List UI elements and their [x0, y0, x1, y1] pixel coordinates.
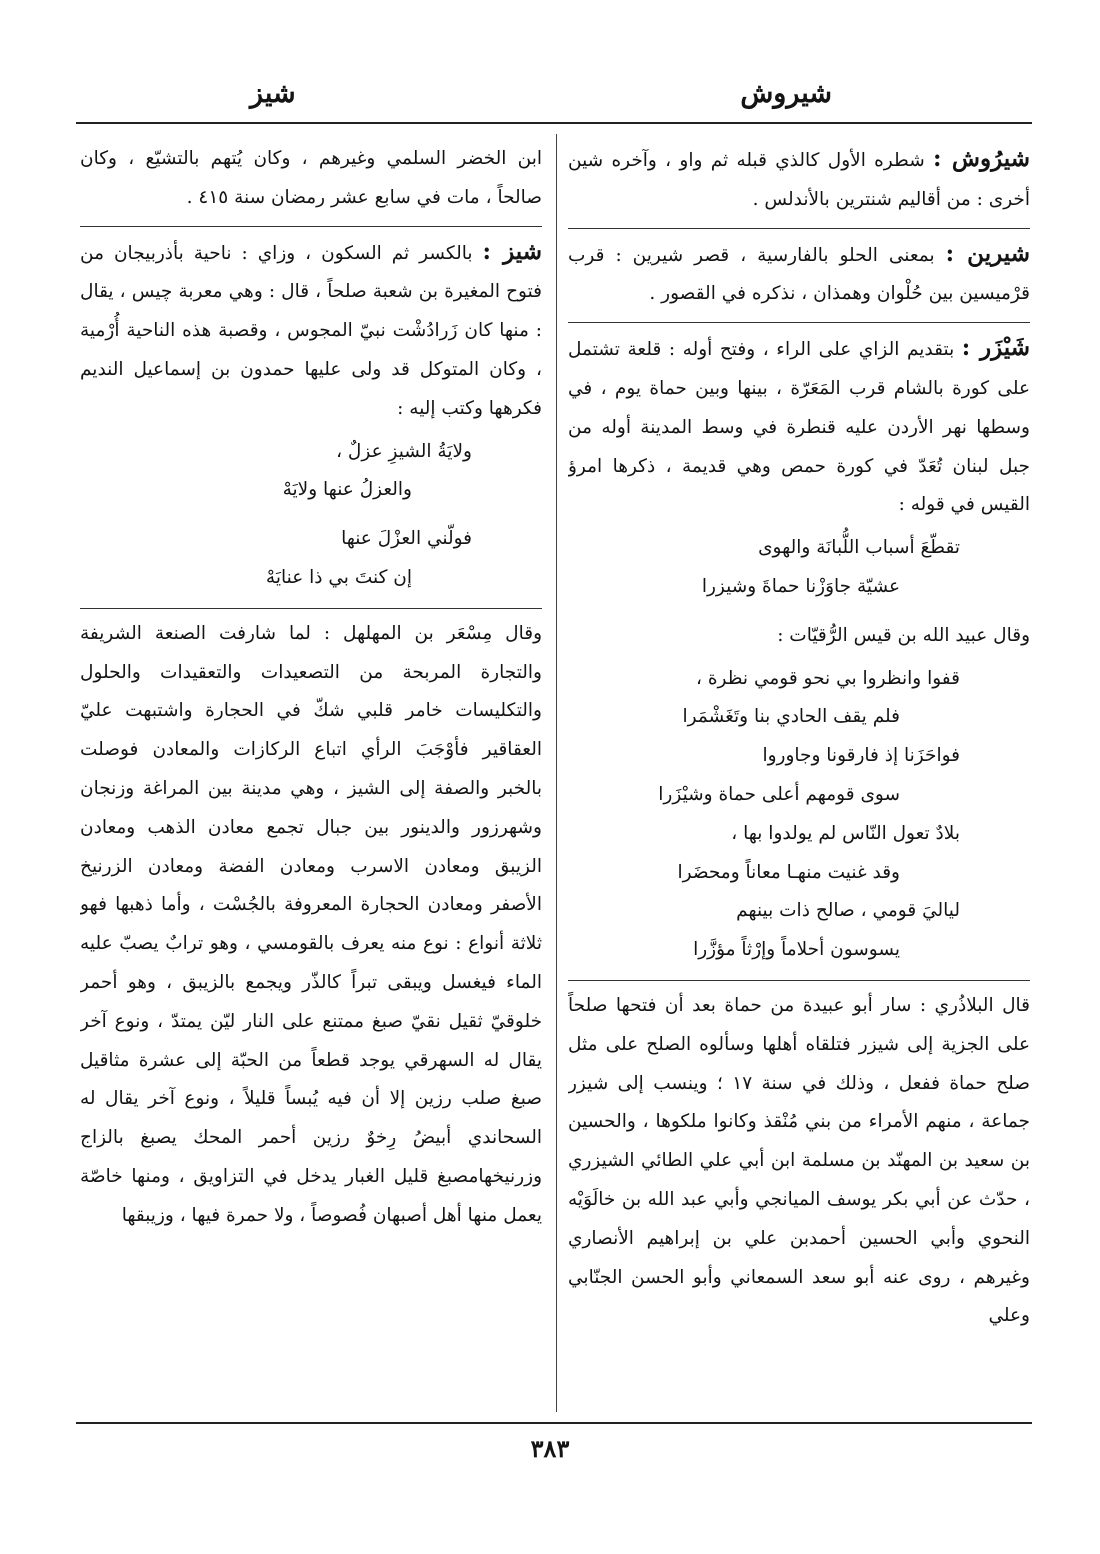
bottom-rule [76, 1422, 1032, 1424]
poem-verse [80, 433, 542, 598]
verse-line: إن كنتَ بي ذا عنايَهْ [265, 566, 412, 588]
headword: شيز : [482, 237, 542, 265]
entry-shirush [568, 140, 1030, 220]
verse-line: وقد غنيت منهـا معاناً ومحضَرا [677, 861, 900, 883]
poem-intro: وقال عبيد الله بن قيس الرُّقيّات : [777, 624, 1030, 646]
paragraph: وقال مِسْعَر بن المهلهل : لما شارفت الصنعة الشريفة والتجارة المربحة من التصعيدات والتعقيدات والحلول والتكليسات خامر قلبي شكّ في الحجارة واشتبهت عليّ العقاقير فأوْجَبَ الرأي اتباع الركازات والمعادن فوصلت بالخبر والصفة إلى الشيز ، وهي مدينة بين المراغة وزنجان وشهرزور والدينور بين جبال تجمع معادن الذهب ومعادن الزيبق ومعادن الاسرب ومعادن الفضة ومعادن الزرنيخ الأصفر ومعادن الحجارة المعروفة بالجُسْت ، وأما ذهبها فهو ثلاثة أنواع : نوع منه يعرف بالقومسي ، وهو ترابٌ يصبّ عليه الماء فيغسل ويبقى تبراً كالذّر ويجمع بالزيبق ، وهو أحمر خلوقيّ ثقيل نقيّ صبغ ممتنع على النار ليّن يمتدّ ، ونوع آخر يقال له السهرقي يوجد قطعاً من الحبّة إلى عشرة مثاقيل صبغ صلب رزين إلا أن فيه يُبساً قليلاً ، ونوع آخر يقال له السحاندي أبيضُ رِخوٌ رزين أحمر المحك يصبغ بالزاج وزرنيخهامصبغ قليل الغبار يدخل في التزاويق ، ومنها خاصّة يعمل منها أهل أصبهان فُصوصاً ، ولا حمرة فيها ، وزيبقها [80, 622, 542, 1226]
running-header-right: شيروش [740, 78, 832, 109]
entry-shirin [568, 228, 1030, 315]
verse-line: بلادٌ تعول النّاس لم يولدوا بها ، [731, 822, 960, 844]
running-header-left: شيز [250, 78, 296, 109]
entry-continuation [80, 140, 542, 218]
entry-paragraph [568, 980, 1030, 1336]
paragraph: قال البلاذُري : سار أبو عبيدة من حماة بعد أن فتحها صلحاً على الجزية إلى شيزر فتلقاه أهلها وسألوه الصلح على مثل صلح حماة ففعل ، وذلك في سنة ١٧ ؛ وينسب إلى شيزر جماعة ، منهم الأمراء من بني مُنْقذ وكانوا ملكوها ، والحسين بن سعيد بن المهنّد بن مسلمة ابن أبي علي الطائي الشيزري ، حدّث عن أبي بكر يوسف الميانجي وأبي عبد الله بن خالَوَيْه النحوي وأبي الحسين أحمدبن علي بن إبراهيم الأنصاري وغيرهم ، روى عنه أبو سعد السمعاني وأبو الحسن الجنّابي وعلي [568, 994, 1030, 1327]
verse-gap [80, 510, 542, 520]
poem-verse [568, 660, 1030, 970]
top-rule [76, 122, 1032, 124]
column-divider [556, 134, 557, 1412]
entry-text: شطره الأول كالذي قبله ثم واو ، وآخره شين أخرى : من أقاليم شنترين بالأندلس . [568, 150, 1030, 210]
entry-text: بالكسر ثم السكون ، وزاي : ناحية بأذربيجان من فتوح المغيرة بن شعبة صلحاً ، قال : وهي معربة چيس ، يقال : منها كان زَرادُشْت نبيّ المجوس ، وقصبة هذه الناحية أُرْمية ، وكان المتوكل قد ولى عليها حمدون بن إسماعيل النديم فكرهها وكتب إليه : [80, 242, 542, 419]
verse-line: سوى قومهم أعلى حماة وشيْزَرا [658, 783, 900, 805]
entry-shayzar [568, 322, 1030, 970]
verse-line: يسوسون أحلاماً وإرْثاً مؤزَّرا [693, 939, 900, 961]
verse-line: فولّني العزْلَ عنها [341, 528, 472, 550]
verse-line: عشيّة جاوَزْنا حماةَ وشيزرا [701, 575, 900, 597]
entry-text: ابن الخضر السلمي وغيرهم ، وكان يُتهم بالتشيّع ، وكان صالحاً ، مات في سابع عشر رمضان سنة ٤١٥ . [80, 148, 542, 208]
verse-line: فلم يقف الحادي بنا وتَغَشْمَرا [682, 706, 900, 728]
left-column [80, 140, 542, 1412]
verse-line: قفوا وانظروا بي نحو قومي نظرة ، [695, 667, 960, 689]
headword: شيرين : [945, 239, 1030, 267]
verse-line: ولايَةُ الشيزِ عزلٌ ، [336, 440, 472, 462]
verse-line: والعزلُ عنها ولايَهْ [282, 479, 412, 501]
poem-verse [568, 529, 1030, 607]
page-number: ٣٨٣ [530, 1434, 570, 1463]
verse-line: لياليَ قومي ، صالح ذات بينهم [736, 900, 960, 922]
verse-line: تقطّعَ أسباب اللُّبانَة والهوى [758, 537, 960, 559]
verse-line: فواحَزَنا إذ فارقونا وجاوروا [762, 745, 960, 767]
headword: شَيْزَر : [961, 334, 1030, 362]
entry-text: بمعنى الحلو بالفارسية ، قصر شيرين : قرب قرْميسين بين حُلْوان وهمذان ، نذكره في القصور . [568, 244, 1030, 305]
right-column [568, 140, 1030, 1412]
entry-shiz [80, 226, 542, 598]
entry-text: بتقديم الزاي على الراء ، وفتح أوله : قلعة تشتمل على كورة بالشام قرب المَعَرّة ، بينها وبين حماة يوم ، في وسطها نهر الأردن عليه قنطرة في وسط المدينة أوله من جبل لبنان تُعَدّ في كورة حمص وهي قديمة ، ذكرها امرؤ القيس في قوله : [568, 339, 1030, 516]
headword: شيرُوش : [933, 145, 1030, 172]
entry-paragraph [80, 608, 542, 1236]
